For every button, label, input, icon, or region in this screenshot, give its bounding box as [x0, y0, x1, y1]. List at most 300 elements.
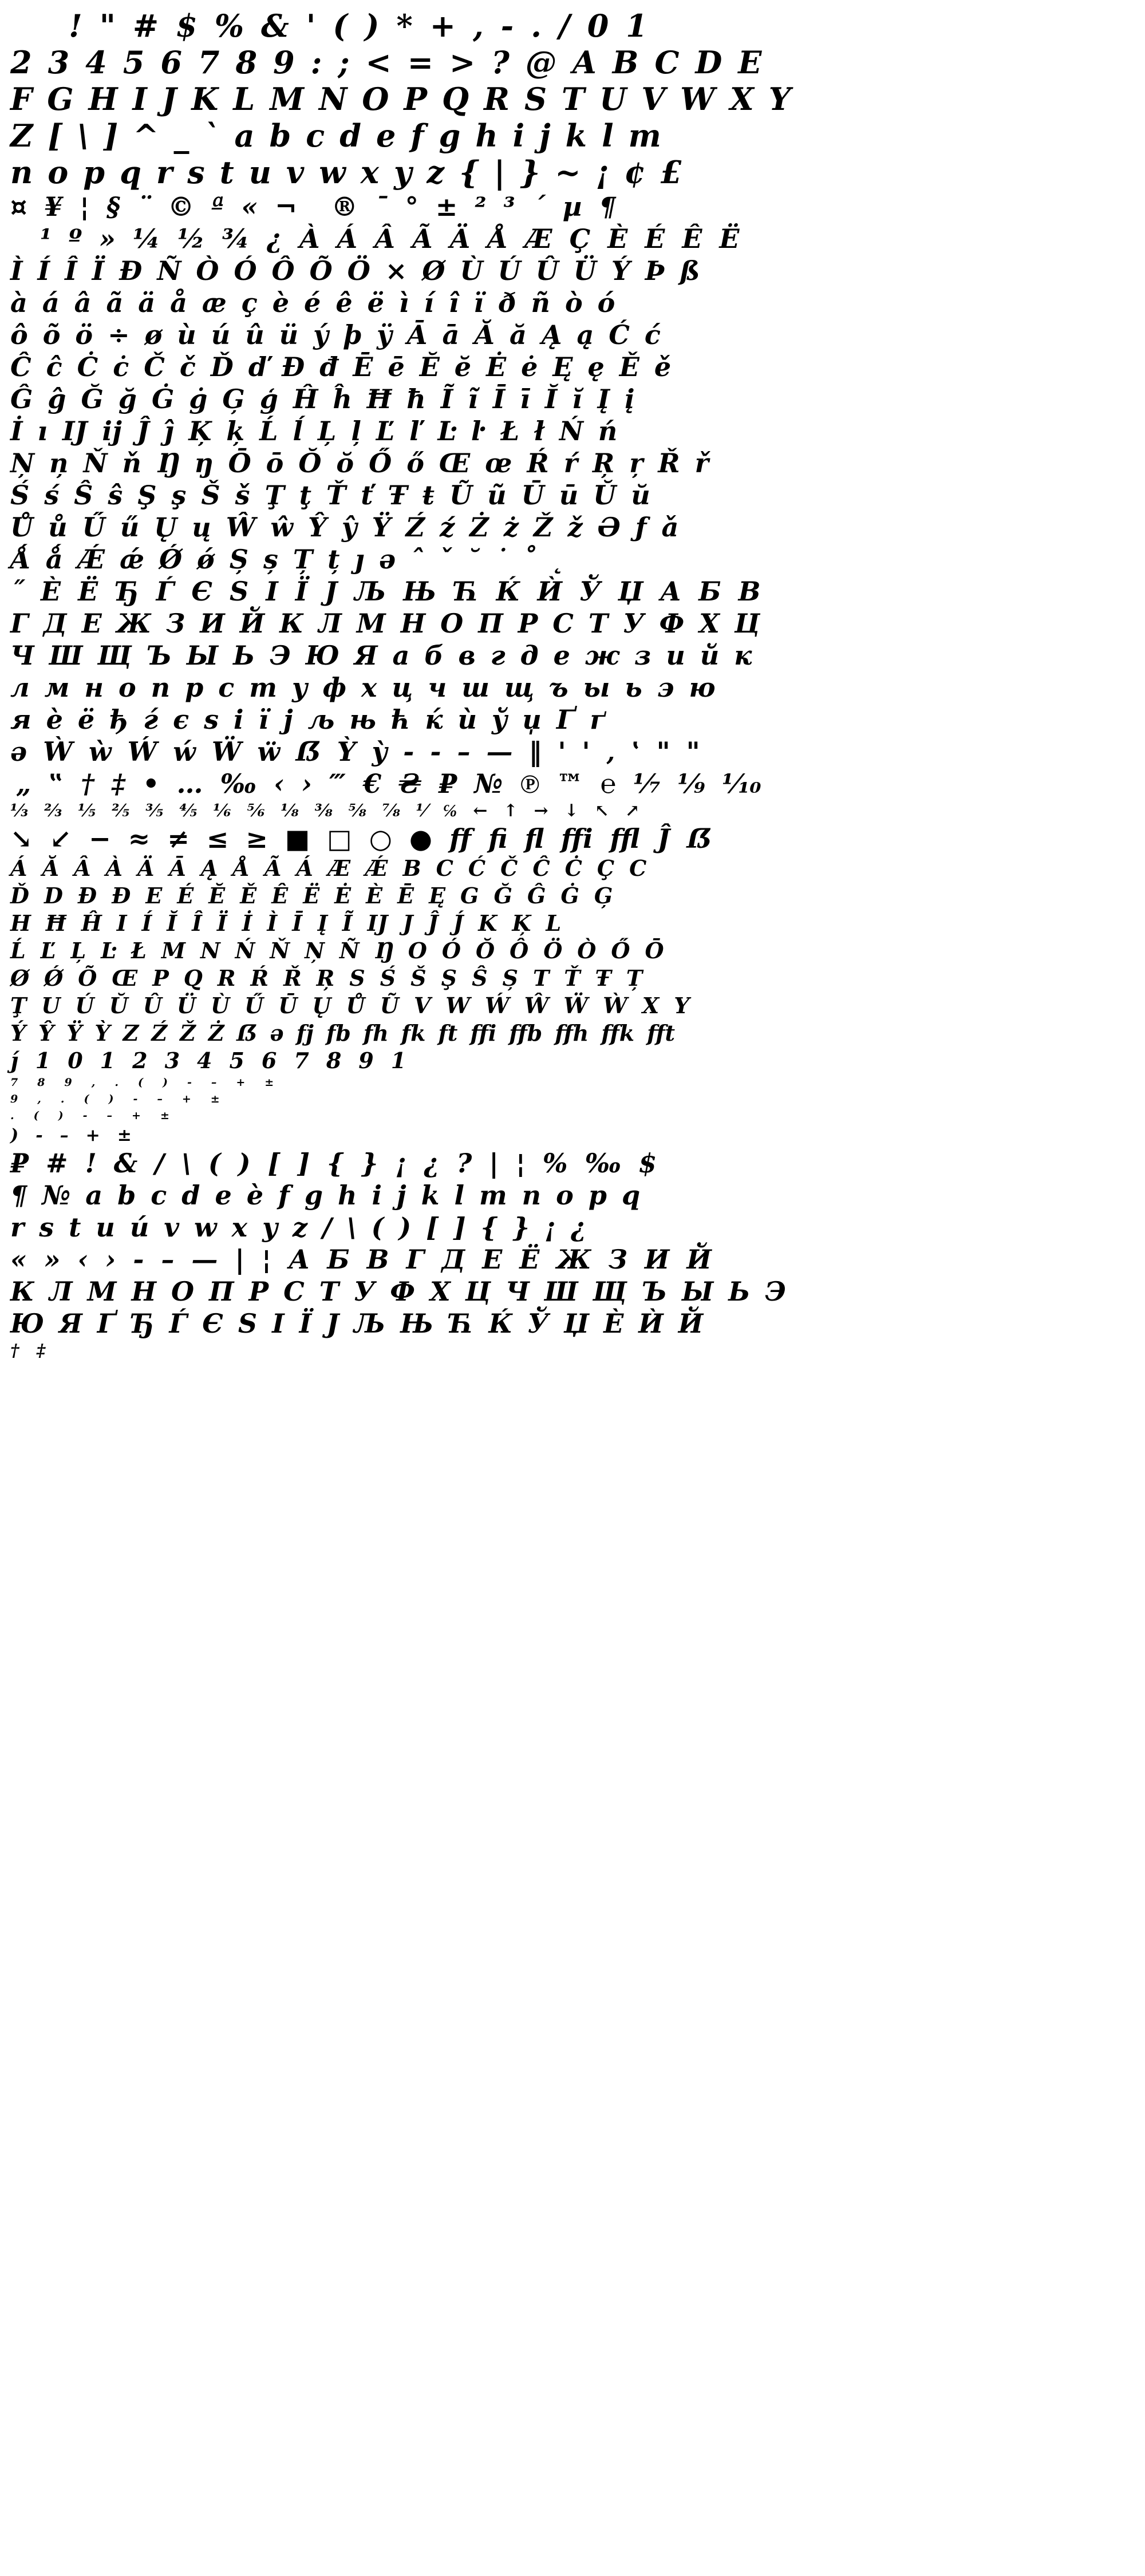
glyph: ": [99, 7, 116, 44]
glyph: Ó: [441, 938, 461, 963]
glyph: Ј: [325, 576, 338, 607]
glyph: T: [532, 965, 550, 991]
glyph: Ů: [346, 993, 365, 1018]
glyph: †: [10, 1341, 19, 1361]
glyph: e: [376, 117, 396, 154]
glyph: х: [361, 672, 377, 703]
glyph: ‑: [430, 736, 441, 767]
glyph: ": [656, 736, 670, 767]
glyph: [: [426, 1212, 439, 1243]
glyph: Ŷ: [308, 512, 327, 543]
glyph: В: [366, 1244, 389, 1275]
glyph: Ş: [441, 965, 457, 991]
glyph: è: [46, 704, 63, 735]
glyph: Ň: [83, 448, 108, 479]
glyph: q: [621, 1180, 641, 1211]
glyph: ´: [532, 191, 546, 222]
glyph: б: [424, 640, 444, 671]
glyph: J: [402, 910, 413, 936]
glyph: Ĕ: [419, 351, 440, 382]
glyph: n: [10, 154, 33, 191]
glyph: Ĺ: [259, 416, 278, 447]
glyph: ę: [587, 351, 605, 382]
glyph: t: [219, 154, 234, 191]
glyph: K: [478, 910, 498, 936]
glyph: Ẅ: [211, 736, 242, 767]
glyph: ¯: [374, 191, 388, 222]
glyph: 0: [587, 7, 609, 44]
glyph: g: [304, 1180, 323, 1211]
glyph: Ґ: [556, 704, 575, 735]
glyph: ĉ: [46, 351, 62, 382]
glyph: ): [364, 7, 380, 44]
glyph: l: [454, 1180, 464, 1211]
glyph: Ỳ: [337, 736, 356, 767]
glyph: ŗ: [629, 448, 643, 479]
glyph: ц: [392, 672, 413, 703]
glyph: *: [396, 7, 413, 44]
glyph: o: [556, 1180, 574, 1211]
glyph: Ō: [645, 938, 664, 963]
glyph: ): [10, 1125, 19, 1145]
glyph: ¿: [571, 1212, 586, 1243]
glyph: ■: [285, 823, 310, 854]
glyph: Ń: [235, 938, 255, 963]
glyph: ±: [117, 1125, 132, 1145]
glyph: ¦: [262, 1244, 271, 1275]
glyph: Ċ: [564, 855, 582, 881]
glyph: ə: [379, 544, 396, 575]
glyph: л: [10, 672, 30, 703]
glyph: ë: [367, 287, 384, 318]
glyph: -: [35, 1125, 43, 1145]
glyph: ì: [398, 287, 409, 318]
glyph: ⅟: [416, 801, 427, 821]
glyph: Ĳ: [62, 416, 88, 447]
glyph: Ѕ: [238, 1308, 258, 1339]
glyph: Ù: [460, 255, 483, 286]
glyph: Û: [535, 255, 559, 286]
glyph: Ū: [278, 993, 298, 1018]
glyph: Ġ: [560, 883, 579, 908]
glyph: +: [132, 1109, 141, 1122]
glyph: Є: [202, 1308, 223, 1339]
glyph: H: [88, 81, 118, 117]
glyph: м: [44, 672, 70, 703]
glyph: ļ: [351, 416, 361, 447]
glyph: G: [47, 81, 74, 117]
glyph: ŕ: [563, 448, 578, 479]
glyph: [: [267, 1148, 281, 1179]
glyph: 6: [261, 1048, 277, 1073]
glyph: Ĥ: [81, 910, 102, 936]
glyph-row: [6, 1246, 1139, 1273]
glyph: -: [187, 1076, 192, 1089]
glyph: ŋ: [194, 448, 214, 479]
glyph: Ē: [353, 351, 373, 382]
glyph: ď: [248, 351, 267, 382]
glyph: ẃ: [173, 736, 196, 767]
glyph: (: [33, 1109, 39, 1122]
glyph: m: [628, 117, 661, 154]
glyph: ò: [564, 287, 583, 318]
glyph: Ô: [510, 938, 529, 963]
glyph-row: [6, 885, 1139, 907]
glyph: Ï: [92, 255, 105, 286]
glyph-row: [6, 1077, 1139, 1088]
glyph: j́: [10, 1048, 18, 1073]
glyph: ů: [48, 512, 68, 543]
glyph: fb: [326, 1020, 351, 1046]
glyph: ŭ: [631, 480, 650, 511]
glyph: ż: [503, 512, 519, 543]
glyph: ų: [192, 512, 211, 543]
glyph: ×: [385, 255, 408, 286]
glyph: »: [44, 1244, 61, 1275]
glyph: К: [279, 608, 304, 639]
glyph-row: [6, 193, 1139, 220]
glyph: Ü: [573, 255, 597, 286]
glyph: Ŷ: [38, 1020, 54, 1046]
glyph: ŝ: [108, 480, 123, 511]
glyph: Ю: [305, 640, 339, 671]
glyph: Ђ: [115, 576, 139, 607]
glyph: Ű: [244, 993, 264, 1018]
glyph: ]: [453, 1212, 466, 1243]
glyph: +: [236, 1076, 246, 1089]
glyph: Ч: [10, 640, 35, 671]
glyph: ж: [585, 640, 619, 671]
glyph: 8: [326, 1048, 342, 1073]
glyph: Б: [698, 576, 721, 607]
glyph: ã: [106, 287, 124, 318]
glyph: ;: [338, 44, 350, 81]
glyph: Ŧ: [595, 965, 611, 991]
glyph: ": [686, 736, 700, 767]
glyph: 7: [294, 1048, 309, 1073]
glyph: Ę: [429, 883, 446, 908]
glyph: j: [539, 117, 551, 154]
glyph: Ŋ: [374, 938, 393, 963]
glyph: -: [133, 1093, 138, 1105]
glyph: Ž: [180, 1020, 196, 1046]
glyph: C: [629, 855, 647, 881]
glyph: f: [410, 117, 424, 154]
glyph: |: [489, 1148, 499, 1179]
glyph: ℗: [520, 768, 540, 799]
glyph: L: [546, 910, 562, 936]
glyph: Ú: [75, 993, 94, 1018]
glyph: Ŝ: [472, 965, 488, 991]
glyph: á: [42, 287, 60, 318]
glyph: ī: [520, 384, 530, 414]
glyph: А: [660, 576, 682, 607]
glyph-row: [6, 480, 1139, 511]
glyph: ņ: [49, 448, 69, 479]
glyph: Ě: [240, 883, 257, 908]
glyph: $: [638, 1148, 657, 1179]
glyph: Ž: [533, 512, 553, 543]
glyph: f: [278, 1180, 290, 1211]
glyph: ú: [211, 319, 231, 350]
glyph-row: [6, 1050, 1139, 1072]
glyph: °: [405, 191, 418, 222]
glyph: ffk: [601, 1020, 635, 1046]
glyph: Ĝ: [10, 384, 33, 414]
glyph: ñ: [531, 287, 550, 318]
glyph: ¦: [80, 191, 90, 222]
glyph: 1: [35, 1048, 51, 1073]
glyph: ': [558, 736, 566, 767]
glyph: Ņ: [10, 448, 35, 479]
glyph: №: [42, 1180, 71, 1211]
glyph: Ģ: [222, 384, 245, 414]
glyph: ¨: [137, 191, 151, 222]
glyph: ś: [44, 480, 60, 511]
glyph: j: [396, 1180, 406, 1211]
glyph: š: [235, 480, 250, 511]
glyph: ⅐: [633, 768, 661, 799]
glyph: ĕ: [454, 351, 472, 382]
glyph: П: [478, 608, 503, 639]
glyph: fj: [296, 1020, 314, 1046]
glyph: ™: [556, 768, 583, 799]
glyph: Č: [144, 351, 165, 382]
glyph: І: [272, 1308, 285, 1339]
glyph: Ħ: [366, 384, 392, 414]
glyph: ú: [129, 1212, 149, 1243]
glyph: Ẃ: [485, 993, 510, 1018]
glyph: Ђ: [131, 1308, 155, 1339]
glyph: П: [209, 1276, 234, 1307]
glyph: о: [118, 672, 136, 703]
glyph: Ŕ: [250, 965, 269, 991]
glyph: w: [319, 154, 346, 191]
glyph: Ż: [469, 512, 489, 543]
glyph: й: [700, 640, 720, 671]
glyph: Å: [232, 855, 250, 881]
glyph: ⅘: [179, 801, 198, 821]
glyph: я: [10, 704, 31, 735]
glyph-row: [6, 738, 1139, 765]
glyph: Ё: [78, 576, 98, 607]
glyph: Њ: [403, 576, 437, 607]
glyph: 9: [358, 1048, 374, 1073]
glyph: ĩ: [468, 384, 478, 414]
glyph: Ќ: [488, 1308, 513, 1339]
glyph: Щ: [97, 640, 132, 671]
glyph: Š: [201, 480, 220, 511]
glyph: Ř: [658, 448, 680, 479]
glyph: ~: [555, 154, 581, 191]
glyph: Ѓ: [169, 1308, 188, 1339]
glyph: $: [176, 7, 198, 44]
glyph: /: [155, 1148, 165, 1179]
glyph: Ų: [312, 993, 331, 1018]
glyph: Ö: [347, 255, 370, 286]
glyph: Î: [65, 255, 77, 286]
glyph: ¶: [599, 191, 616, 222]
glyph: F: [10, 81, 33, 117]
glyph: Ї: [299, 1308, 312, 1339]
glyph: ˙: [495, 544, 508, 575]
glyph: Ś: [380, 965, 396, 991]
glyph: ô: [10, 319, 28, 350]
glyph: Ď: [210, 351, 234, 382]
glyph: 5: [123, 44, 145, 81]
glyph: .: [60, 1093, 65, 1105]
glyph: −: [89, 823, 111, 854]
glyph: ‡: [112, 768, 126, 799]
glyph: «: [10, 1244, 27, 1275]
glyph: Х: [699, 608, 720, 639]
glyph: Ĉ: [532, 855, 550, 881]
glyph: ó: [597, 287, 615, 318]
glyph: V: [641, 81, 666, 117]
glyph: ŀ: [471, 416, 486, 447]
glyph: b: [269, 117, 291, 154]
glyph: Ã: [412, 223, 433, 254]
glyph: 6: [160, 44, 182, 81]
glyph: Ǿ: [159, 544, 183, 575]
glyph: É: [645, 223, 665, 254]
glyph: Ä: [449, 223, 471, 254]
glyph: đ: [319, 351, 338, 382]
glyph-row: [6, 7, 1139, 44]
glyph: ß: [680, 255, 700, 286]
glyph: Ш: [49, 640, 83, 671]
glyph: L: [233, 81, 255, 117]
glyph: Ŋ: [156, 448, 180, 479]
glyph: È: [607, 223, 628, 254]
glyph: é: [304, 287, 321, 318]
glyph: Г: [406, 1244, 425, 1275]
glyph: |: [493, 154, 506, 191]
glyph: G: [460, 883, 479, 908]
glyph: ý: [313, 319, 329, 350]
glyph-row: [6, 803, 1139, 820]
glyph: ž: [567, 512, 583, 543]
glyph: ⅑: [677, 768, 705, 799]
glyph: č: [179, 351, 196, 382]
glyph: @: [525, 44, 556, 81]
glyph: ): [108, 1093, 114, 1105]
glyph: d: [181, 1180, 200, 1211]
glyph: ћ: [390, 704, 410, 735]
glyph: _: [173, 117, 189, 154]
glyph: ¹: [40, 223, 52, 254]
glyph: …: [176, 768, 203, 799]
glyph: 9: [64, 1076, 72, 1089]
glyph: Н: [400, 608, 426, 639]
glyph: Ў: [579, 576, 601, 607]
glyph: À: [299, 223, 320, 254]
glyph: v: [164, 1212, 180, 1243]
glyph: ĵ: [164, 416, 174, 447]
glyph: A: [572, 44, 597, 81]
glyph: fft: [647, 1020, 676, 1046]
glyph: ¢: [624, 154, 646, 191]
glyph: s: [39, 1212, 54, 1243]
glyph: X: [642, 993, 660, 1018]
glyph: Ț: [626, 965, 643, 991]
glyph: Ë: [303, 883, 320, 908]
glyph: §: [106, 191, 121, 222]
glyph: {: [480, 1212, 498, 1243]
glyph: ģ: [259, 384, 278, 414]
glyph: ,: [472, 7, 484, 44]
glyph: т: [249, 672, 277, 703]
glyph: .: [114, 1076, 119, 1089]
glyph-row: [6, 255, 1139, 286]
glyph: ‹: [77, 1244, 88, 1275]
glyph: y: [262, 1212, 278, 1243]
glyph: Ė: [486, 351, 507, 382]
glyph: u: [248, 154, 271, 191]
glyph: ‡: [36, 1341, 46, 1361]
glyph: m: [479, 1180, 507, 1211]
glyph: c: [306, 117, 325, 154]
glyph-row: [6, 1212, 1139, 1243]
glyph-row: [6, 1310, 1139, 1337]
glyph: ): [162, 1076, 168, 1089]
glyph: Ћ: [448, 1308, 474, 1339]
glyph: У: [623, 608, 645, 639]
glyph: ⅗: [145, 801, 164, 821]
glyph: ¥: [44, 191, 63, 222]
glyph: €: [362, 768, 381, 799]
glyph: ѝ: [457, 704, 477, 735]
glyph: ?: [491, 44, 510, 81]
glyph: i: [372, 1180, 382, 1211]
glyph: ă: [509, 319, 527, 350]
glyph: ': [582, 736, 590, 767]
glyph: S: [349, 965, 365, 991]
glyph-row: [6, 319, 1139, 350]
glyph: E: [738, 44, 762, 81]
glyph: |: [235, 1244, 245, 1275]
glyph: i: [512, 117, 525, 154]
glyph: 2: [10, 44, 32, 81]
glyph: ₽: [439, 768, 457, 799]
glyph: ]: [103, 117, 119, 154]
glyph: –: [211, 1076, 217, 1089]
glyph: Ď: [10, 883, 29, 908]
glyph: ‛: [631, 736, 641, 767]
glyph: !: [69, 7, 82, 44]
glyph: Л: [318, 608, 342, 639]
glyph: Г: [10, 608, 29, 639]
glyph: X: [729, 81, 754, 117]
glyph: Ű: [82, 512, 105, 543]
glyph-rows-container: [6, 7, 1139, 1361]
glyph: ĳ: [102, 416, 122, 447]
glyph: Ẁ: [43, 736, 73, 767]
glyph: □: [327, 823, 352, 854]
glyph: g: [439, 117, 461, 154]
glyph: £: [660, 154, 682, 191]
glyph: }: [361, 1148, 378, 1179]
glyph: ›: [301, 768, 312, 799]
glyph: ǻ: [45, 544, 63, 575]
glyph: Â: [73, 855, 91, 881]
glyph: ‰: [220, 768, 257, 799]
glyph: ŷ: [341, 512, 357, 543]
glyph: o: [48, 154, 69, 191]
glyph: ѓ: [143, 704, 159, 735]
glyph: ċ: [113, 351, 129, 382]
glyph: a: [85, 1180, 103, 1211]
